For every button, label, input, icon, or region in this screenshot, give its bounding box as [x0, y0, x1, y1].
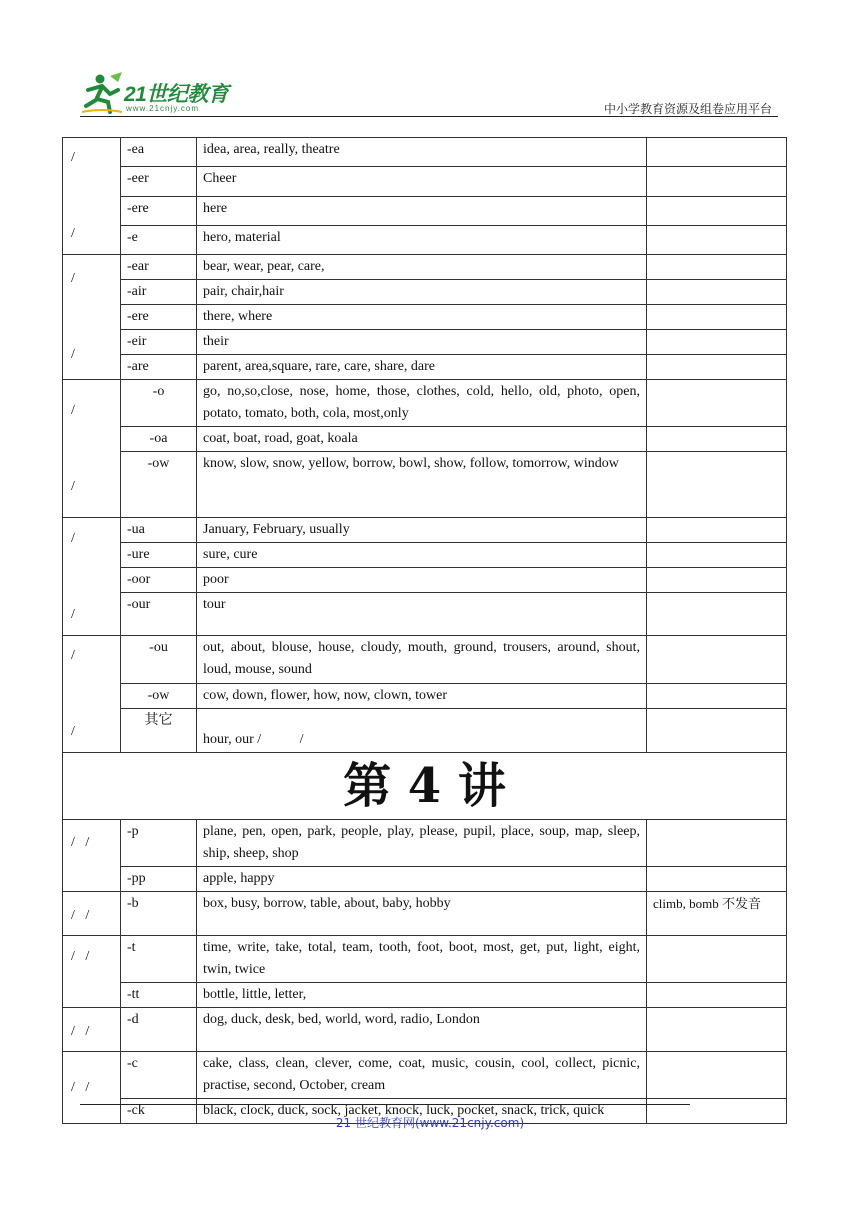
note-cell	[647, 983, 787, 1008]
note-cell	[647, 1052, 787, 1099]
spelling: -tt	[121, 983, 197, 1008]
example-words: idea, area, really, theatre	[197, 138, 647, 167]
table-row	[63, 255, 787, 280]
table-row	[63, 867, 787, 892]
spelling: -c	[121, 1052, 197, 1099]
example-words: cow, down, flower, how, now, clown, tower	[197, 683, 647, 708]
table-row	[63, 892, 787, 936]
spelling: -ua	[121, 518, 197, 543]
spelling: -ere	[121, 196, 197, 225]
table-row	[63, 636, 787, 684]
spelling: -air	[121, 280, 197, 305]
spelling: -oa	[121, 427, 197, 452]
example-words: dog, duck, desk, bed, world, word, radio, London	[197, 1008, 647, 1052]
table-row	[63, 138, 787, 167]
note-cell	[647, 709, 787, 753]
spelling: -d	[121, 1008, 197, 1052]
note-cell	[647, 196, 787, 225]
table-row	[63, 355, 787, 380]
example-words: time, write, take, total, team, tooth, foot, boot, most, get, put, light, eight, twin, twice	[197, 936, 647, 983]
table-row	[63, 518, 787, 543]
phonetic-symbol: / /	[63, 892, 121, 936]
spelling: -eer	[121, 167, 197, 196]
note-cell	[647, 568, 787, 593]
spelling: -oor	[121, 568, 197, 593]
example-words: tour	[197, 593, 647, 636]
note-cell	[647, 138, 787, 167]
note-cell	[647, 683, 787, 708]
footer-divider	[80, 1104, 690, 1105]
spelling: -eir	[121, 330, 197, 355]
spelling: -our	[121, 593, 197, 636]
phonetic-symbol: / /	[63, 936, 121, 1008]
note-cell	[647, 380, 787, 427]
example-words: poor	[197, 568, 647, 593]
phonetic-symbol: / /	[63, 1008, 121, 1052]
table-row	[63, 709, 787, 753]
example-words: bear, wear, pear, care,	[197, 255, 647, 280]
table-row	[63, 568, 787, 593]
spelling: -e	[121, 225, 197, 254]
note-cell	[647, 820, 787, 867]
example-words: apple, happy	[197, 867, 647, 892]
spelling: -ear	[121, 255, 197, 280]
table-row	[63, 225, 787, 254]
spelling: -ow	[121, 683, 197, 708]
site-logo	[80, 72, 250, 116]
table-row	[63, 167, 787, 196]
example-words: parent, area,square, rare, care, share, dare	[197, 355, 647, 380]
spelling: -pp	[121, 867, 197, 892]
logo-text: 21世纪教育	[124, 83, 229, 106]
page-header	[80, 70, 778, 120]
example-words: coat, boat, road, goat, koala	[197, 427, 647, 452]
table-row	[63, 593, 787, 636]
example-words: black, clock, duck, sock, jacket, knock, luck, pocket, snack, trick, quick	[197, 1099, 647, 1124]
lecture-heading-row	[63, 753, 787, 820]
example-words: go, no,so,close, nose, home, those, clothes, cold, hello, old, photo, open, potato, tomato, both, cola, most,only	[197, 380, 647, 427]
example-words: cake, class, clean, clever, come, coat, music, cousin, cool, collect, picnic, practise, second, October, cream	[197, 1052, 647, 1099]
spelling: -ure	[121, 543, 197, 568]
example-words: their	[197, 330, 647, 355]
spelling: -b	[121, 892, 197, 936]
table-row	[63, 427, 787, 452]
note-cell	[647, 167, 787, 196]
table-row	[63, 305, 787, 330]
spelling: -ea	[121, 138, 197, 167]
phonetic-symbol: / /	[63, 255, 121, 380]
spelling: -t	[121, 936, 197, 983]
example-words: pair, chair,hair	[197, 280, 647, 305]
example-words: know, slow, snow, yellow, borrow, bowl, show, follow, tomorrow, window	[197, 452, 647, 518]
table-row	[63, 1052, 787, 1099]
logo-url: www.21cnjy.com	[126, 104, 199, 113]
example-words: Cheer	[197, 167, 647, 196]
phonetic-symbol: / /	[63, 1052, 121, 1124]
table-row	[63, 330, 787, 355]
example-words: sure, cure	[197, 543, 647, 568]
phonetic-symbol: / /	[63, 380, 121, 518]
table-row	[63, 683, 787, 708]
example-words: here	[197, 196, 647, 225]
example-words: plane, pen, open, park, people, play, please, pupil, place, soup, map, sleep, ship, sheep, shop	[197, 820, 647, 867]
table-row	[63, 543, 787, 568]
phonetic-symbol: / /	[63, 636, 121, 753]
footer-link[interactable]: 21 世纪教育网(www.21cnjy.com)	[335, 1116, 525, 1130]
spelling: -p	[121, 820, 197, 867]
note-cell	[647, 305, 787, 330]
runner-logo-icon	[80, 72, 124, 114]
table-row	[63, 380, 787, 427]
note-cell	[647, 1008, 787, 1052]
note-cell	[647, 867, 787, 892]
table-row	[63, 280, 787, 305]
example-words: there, where	[197, 305, 647, 330]
spelling: -o	[121, 380, 197, 427]
spelling: 其它	[121, 709, 197, 753]
lecture-title: 第 4 讲	[63, 753, 787, 820]
note-cell	[647, 543, 787, 568]
spelling: -ck	[121, 1099, 197, 1124]
spelling: -ou	[121, 636, 197, 684]
note-cell	[647, 427, 787, 452]
note-cell	[647, 330, 787, 355]
note-cell	[647, 518, 787, 543]
note-cell: climb, bomb 不发音	[647, 892, 787, 936]
header-slogan: 中小学教育资源及组卷应用平台	[603, 102, 772, 116]
example-words: January, February, usually	[197, 518, 647, 543]
note-cell	[647, 936, 787, 983]
note-cell	[647, 452, 787, 518]
example-words: box, busy, borrow, table, about, baby, hobby	[197, 892, 647, 936]
phonics-table	[62, 137, 787, 1124]
note-cell	[647, 255, 787, 280]
phonetic-symbol: / /	[63, 820, 121, 892]
spelling: -ow	[121, 452, 197, 518]
example-words: out, about, blouse, house, cloudy, mouth, ground, trousers, around, shout, loud, mouse, sound	[197, 636, 647, 684]
example-words: bottle, little, letter,	[197, 983, 647, 1008]
table-row	[63, 452, 787, 518]
table-row	[63, 936, 787, 983]
table-row	[63, 820, 787, 867]
table-row	[63, 983, 787, 1008]
note-cell	[647, 593, 787, 636]
spelling: -are	[121, 355, 197, 380]
phonetic-symbol: / /	[63, 138, 121, 255]
note-cell	[647, 280, 787, 305]
example-words: hero, material	[197, 225, 647, 254]
table-row	[63, 196, 787, 225]
phonetic-symbol: / /	[63, 518, 121, 636]
table-row	[63, 1008, 787, 1052]
example-words: hour, our / /	[197, 709, 647, 753]
spelling: -ere	[121, 305, 197, 330]
note-cell	[647, 225, 787, 254]
header-divider	[80, 116, 778, 117]
note-cell	[647, 636, 787, 684]
note-cell	[647, 355, 787, 380]
